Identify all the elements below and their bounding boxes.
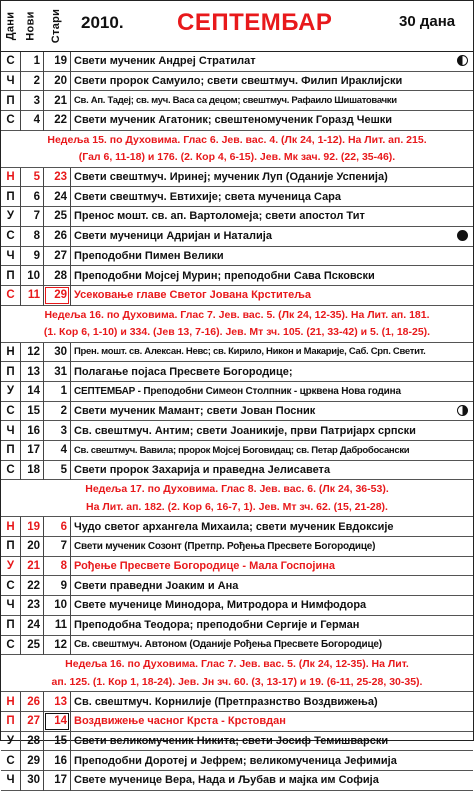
old-style-date: 10 — [54, 599, 67, 612]
day-row — [1, 207, 473, 227]
moon-phase-icon — [457, 55, 468, 66]
column-divider — [20, 343, 21, 481]
weekday-letter: П — [6, 365, 15, 378]
weekday-letter: У — [6, 560, 15, 573]
column-divider — [20, 168, 21, 306]
feast-text: Свети пророк Самуило; свети свештмуч. Филип Ираклијски — [74, 75, 403, 88]
day-row — [1, 111, 473, 131]
weekday-letter: Н — [6, 345, 15, 358]
day-row — [1, 247, 473, 267]
new-style-date: 13 — [27, 365, 40, 378]
readings-line: Недеља 16. по Духовима. Глас 7. Јев. вас. 5. (Лк 24, 12-35). На Лит. ап. 181. — [44, 308, 430, 321]
day-row — [1, 732, 473, 752]
feast-text: Св. Ап. Тадеј; св. муч. Васа са децом; свештмуч. Рафаило Шишатовачки — [74, 95, 397, 107]
sunday-readings-note — [1, 306, 473, 343]
days-count: 30 дана — [399, 13, 456, 30]
weekday-letter: П — [6, 540, 15, 553]
new-style-date: 14 — [27, 385, 40, 398]
weekday-letter: П — [6, 269, 15, 282]
feast-text: Усековање главе Светог Јована Крститеља — [74, 289, 312, 302]
old-style-date: 14 — [44, 712, 70, 731]
new-style-date: 18 — [27, 464, 40, 477]
column-divider — [70, 517, 71, 655]
feast-text: Свете мученице Вера, Нада и Љубав и мајка им Софија — [74, 774, 379, 787]
old-style-date: 22 — [54, 114, 67, 127]
column-divider — [43, 517, 44, 655]
readings-line: Недеља 17. по Духовима. Глас 8. Јев. вас. 6. (Лк 24, 36-53). — [85, 483, 389, 496]
new-style-date: 15 — [27, 404, 40, 417]
new-style-date: 1 — [33, 55, 40, 68]
weekday-letter: С — [6, 638, 15, 651]
weekday-letter: Ч — [6, 249, 15, 262]
readings-line: Недеља 16. по Духовима. Глас 7. Јев. вас. 5. (Лк 24, 12-35). На Лит. — [65, 658, 409, 671]
year-label: 2010. — [81, 13, 124, 32]
week-block — [1, 343, 473, 481]
old-style-date: 16 — [54, 754, 67, 767]
feast-text: Свети мученици Адријан и Наталија — [74, 230, 272, 243]
old-style-date: 3 — [60, 424, 67, 437]
new-style-date: 19 — [27, 520, 40, 533]
old-style-date: 2 — [60, 404, 67, 417]
weekday-letter: С — [6, 464, 15, 477]
column-header-days: Дани — [4, 11, 16, 41]
old-style-date: 28 — [54, 269, 67, 282]
weekday-letter: У — [6, 734, 15, 747]
day-row — [1, 771, 473, 791]
sunday-readings-note — [1, 131, 473, 168]
calendar-body — [1, 51, 473, 791]
feast-text: Свети великомученик Никита; свети Јосиф Темишварски — [74, 734, 389, 747]
readings-line: (Гал 6, 11-18) и 176. (2. Кор 4, 6-15). Јев. Мк зач. 92. (22, 35-46). — [78, 151, 396, 164]
feast-text: Св. свештмуч. Корнилије (Претпразнство Воздвижења) — [74, 695, 378, 708]
sunday-readings-note — [1, 655, 473, 692]
moon-phase-icon — [457, 405, 468, 416]
column-divider — [43, 343, 44, 481]
new-style-date: 23 — [27, 599, 40, 612]
feast-text: Рођење Пресвете Богородице - Мала Госпојина — [74, 560, 336, 573]
old-style-date: 5 — [60, 464, 67, 477]
weekday-letter: П — [6, 190, 15, 203]
day-row — [1, 596, 473, 616]
weekday-letter: Н — [6, 171, 15, 184]
new-style-date: 22 — [27, 579, 40, 592]
sunday-readings-note — [1, 480, 473, 517]
old-style-date: 29 — [44, 286, 70, 305]
readings-line: Недеља 15. по Духовима. Глас 6. Јев. вас. 4. (Лк 24, 1-12). На Лит. ап. 215. — [47, 133, 427, 146]
day-row — [1, 712, 473, 732]
column-divider — [43, 168, 44, 306]
feast-text: Св. свештмуч. Антим; свети Јоаникије, први Патријарх српски — [74, 424, 416, 437]
day-row — [1, 286, 473, 306]
new-style-date: 5 — [33, 171, 40, 184]
new-style-date: 29 — [27, 754, 40, 767]
column-header-old: Стари — [50, 8, 62, 44]
weekday-letter: С — [6, 579, 15, 592]
old-style-date: 17 — [54, 774, 67, 787]
feast-text: Преподобни Мојсеј Мурин; преподобни Сава Псковски — [74, 269, 375, 282]
old-style-date: 30 — [54, 345, 67, 358]
weekday-letter: Ч — [6, 599, 15, 612]
day-row — [1, 187, 473, 207]
feast-text: Св. свештмуч. Вавила; пророк Мојсеј Боговидац; св. Петар Дабробосански — [74, 444, 410, 456]
day-row — [1, 91, 473, 111]
column-header-new: Нови — [25, 11, 38, 41]
old-style-date: 19 — [54, 55, 67, 68]
column-divider — [70, 168, 71, 306]
new-style-date: 11 — [27, 289, 40, 302]
month-title: СЕПТЕМБАР — [177, 9, 333, 36]
old-style-date: 12 — [54, 638, 67, 651]
old-style-date: 31 — [54, 365, 67, 378]
readings-line: На Лит. ап. 182. (2. Кор 6, 16-7, 1). Јев. Мт зч. 62. (15, 21-28). — [86, 500, 388, 513]
week-block — [1, 52, 473, 131]
new-style-date: 4 — [33, 114, 40, 127]
feast-text: СЕПТЕМБАР - Преподобни Симеон Столпник - црквена Нова година — [74, 385, 401, 397]
day-row — [1, 557, 473, 577]
weekday-letter: С — [6, 55, 15, 68]
day-row — [1, 616, 473, 636]
feast-text: Свете мученице Минодора, Митродора и Нимфодора — [74, 599, 367, 612]
new-style-date: 8 — [33, 230, 40, 243]
feast-text: Св. свештмуч. Автоном (Оданије Рођења Пресвете Богородице) — [74, 639, 382, 651]
weekday-letter: Н — [6, 520, 15, 533]
weekday-letter: У — [6, 385, 15, 398]
new-style-date: 27 — [27, 715, 40, 728]
new-style-date: 2 — [33, 75, 40, 88]
weekday-letter: П — [6, 94, 15, 107]
day-row — [1, 441, 473, 461]
weekday-letter: С — [6, 114, 15, 127]
week-block — [1, 692, 473, 790]
feast-text: Свети мученик Мамант; свети Јован Посник — [74, 404, 316, 417]
column-divider — [43, 692, 44, 790]
week-block — [1, 168, 473, 306]
weekday-letter: С — [6, 754, 15, 767]
weekday-letter: Ч — [6, 774, 15, 787]
feast-text: Свети праведни Јоаким и Ана — [74, 579, 239, 592]
new-style-date: 24 — [27, 619, 40, 632]
day-row — [1, 421, 473, 441]
new-style-date: 20 — [27, 540, 40, 553]
day-row — [1, 266, 473, 286]
day-row — [1, 343, 473, 363]
day-row — [1, 692, 473, 712]
new-style-date: 6 — [33, 190, 40, 203]
day-row — [1, 402, 473, 422]
day-row — [1, 382, 473, 402]
new-style-date: 12 — [27, 345, 40, 358]
feast-text: Воздвижење часног Крста - Крстовдан — [74, 715, 286, 728]
feast-text: Свети свештмуч. Евтихије; света мученица Сара — [74, 190, 342, 203]
weekday-letter: С — [6, 289, 15, 302]
moon-phase-icon — [457, 230, 468, 241]
weekday-letter: Н — [6, 695, 15, 708]
weekday-letter: Ч — [6, 75, 15, 88]
old-style-date: 13 — [54, 695, 67, 708]
new-style-date: 28 — [27, 734, 40, 747]
column-divider — [70, 692, 71, 790]
feast-text: Свети свештмуч. Иринеј; мученик Луп (Оданије Успенија) — [74, 171, 388, 184]
old-style-date: 25 — [54, 210, 67, 223]
new-style-date: 25 — [27, 638, 40, 651]
weekday-letter: С — [6, 230, 15, 243]
day-row — [1, 576, 473, 596]
feast-text: Полагање појаса Пресвете Богородице; — [74, 365, 293, 378]
new-style-date: 30 — [27, 774, 40, 787]
new-style-date: 7 — [33, 210, 40, 223]
feast-text: Чудо светог архангела Михаила; свети мученик Евдоксије — [74, 520, 394, 533]
old-style-date: 26 — [54, 230, 67, 243]
old-style-date: 8 — [60, 560, 67, 573]
column-divider — [43, 52, 44, 131]
new-style-date: 9 — [33, 249, 40, 262]
day-row — [1, 168, 473, 188]
feast-text: Преподобна Теодора; преподобни Сергије и Герман — [74, 619, 360, 632]
old-style-date: 1 — [60, 385, 67, 398]
old-style-date: 24 — [54, 190, 67, 203]
weekday-letter: У — [6, 210, 15, 223]
feast-text: Свети мученик Андреј Стратилат — [74, 55, 256, 68]
old-style-date: 20 — [54, 75, 67, 88]
old-style-date: 11 — [54, 619, 67, 632]
column-divider — [70, 343, 71, 481]
old-style-date: 4 — [60, 444, 67, 457]
feast-text: Пренос мошт. св. ап. Вартоломеја; свети апостол Тит — [74, 210, 365, 223]
readings-line: ап. 125. (1. Кор 1, 18-24). Јев. Јн зч. 60. (3, 13-17) и 19. (6-11, 25-28, 30-35). — [51, 675, 423, 688]
old-style-date: 6 — [60, 520, 67, 533]
feast-text: Свети мученик Созонт (Претпр. Рођења Пресвете Богородице) — [74, 540, 376, 552]
new-style-date: 21 — [27, 560, 40, 573]
weekday-letter: П — [6, 715, 15, 728]
column-divider — [70, 52, 71, 131]
day-row — [1, 72, 473, 92]
new-style-date: 3 — [33, 94, 40, 107]
feast-text: Свети пророк Захарија и праведна Јелисавета — [74, 464, 331, 477]
day-row — [1, 52, 473, 72]
week-block — [1, 517, 473, 655]
day-row — [1, 751, 473, 771]
weekday-letter: С — [6, 404, 15, 417]
calendar-header — [1, 1, 473, 51]
old-style-date: 27 — [54, 249, 67, 262]
new-style-date: 10 — [27, 269, 40, 282]
day-row — [1, 362, 473, 382]
old-style-date: 15 — [54, 734, 67, 747]
day-row — [1, 517, 473, 537]
day-row — [1, 461, 473, 481]
day-row — [1, 537, 473, 557]
old-style-date: 9 — [60, 579, 67, 592]
old-style-date: 7 — [60, 540, 67, 553]
readings-line: (1. Кор 6, 1-10) и 334. (Јев 13, 7-16). Јев. Мт зч. 105. (21, 33-42) и 5. (1, 18-25). — [43, 326, 431, 339]
feast-text: Свети мученик Агатоник; свештеномученик Горазд Чешки — [74, 114, 393, 127]
old-style-date: 23 — [54, 171, 67, 184]
feast-text: Преподобни Доротеј и Јефрем; великомученица Јефимија — [74, 754, 397, 767]
column-divider — [20, 517, 21, 655]
new-style-date: 26 — [27, 695, 40, 708]
weekday-letter: Ч — [6, 424, 15, 437]
old-style-date: 21 — [54, 94, 67, 107]
new-style-date: 17 — [27, 444, 40, 457]
day-row — [1, 636, 473, 656]
day-row — [1, 227, 473, 247]
feast-text: Преподобни Пимен Велики — [74, 249, 224, 262]
feast-text: Прен. мошт. св. Алексан. Невс; св. Кирило, Никон и Макарије, Саб. Срп. Светит. — [74, 346, 426, 358]
new-style-date: 16 — [27, 424, 40, 437]
column-divider — [20, 692, 21, 790]
column-divider — [20, 52, 21, 131]
weekday-letter: П — [6, 619, 15, 632]
weekday-letter: П — [6, 444, 15, 457]
